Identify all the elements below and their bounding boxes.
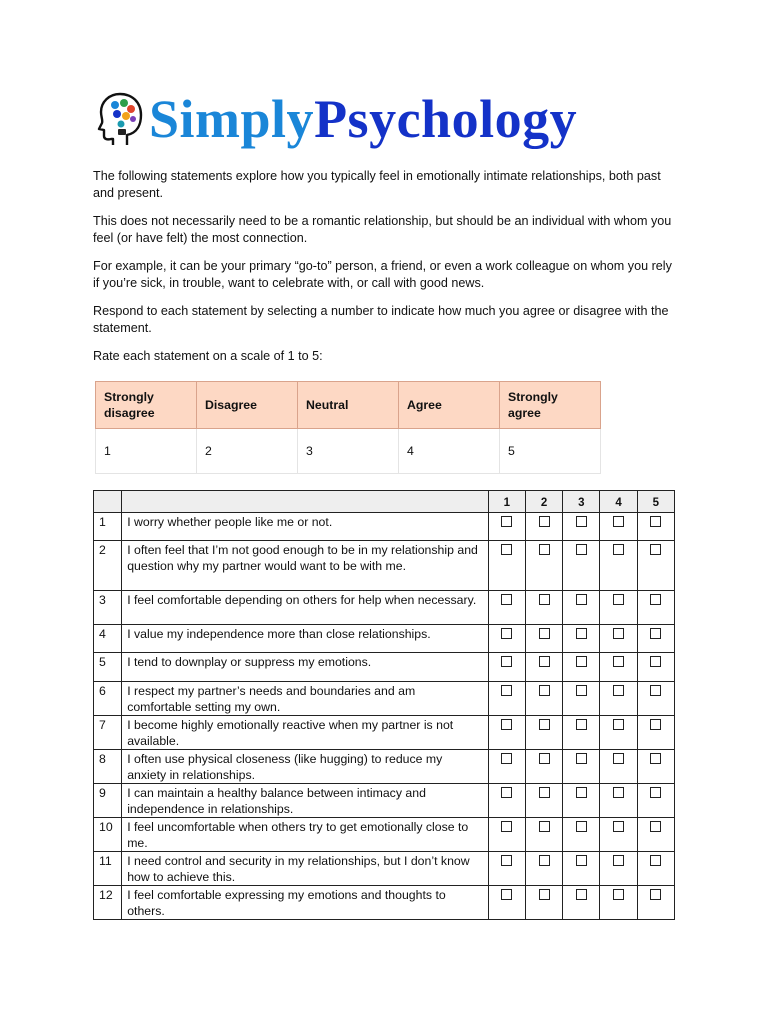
item-number: 3 bbox=[94, 591, 122, 625]
rating-checkbox[interactable] bbox=[539, 544, 550, 555]
rating-cell[interactable] bbox=[563, 716, 600, 750]
rating-checkbox[interactable] bbox=[650, 516, 661, 527]
column-header: 2 bbox=[525, 491, 562, 513]
intro-paragraph: Rate each statement on a scale of 1 to 5: bbox=[93, 349, 323, 363]
rating-cell[interactable] bbox=[600, 886, 637, 920]
rating-cell[interactable] bbox=[600, 852, 637, 886]
rating-cell[interactable] bbox=[488, 591, 525, 625]
rating-cell[interactable] bbox=[525, 886, 562, 920]
table-row bbox=[94, 716, 675, 750]
rating-checkbox[interactable] bbox=[539, 656, 550, 667]
rating-checkbox[interactable] bbox=[576, 719, 587, 730]
rating-checkbox[interactable] bbox=[650, 594, 661, 605]
scale-label: Neutral bbox=[298, 382, 399, 429]
rating-checkbox[interactable] bbox=[501, 821, 512, 832]
item-number: 10 bbox=[94, 818, 122, 852]
rating-cell[interactable] bbox=[637, 784, 674, 818]
rating-cell[interactable] bbox=[525, 716, 562, 750]
table-row bbox=[94, 750, 675, 784]
item-statement: I feel comfortable expressing my emotions and thoughts to others. bbox=[122, 886, 489, 920]
rating-checkbox[interactable] bbox=[539, 719, 550, 730]
rating-cell[interactable] bbox=[600, 818, 637, 852]
item-number: 1 bbox=[94, 513, 122, 541]
item-number: 11 bbox=[94, 852, 122, 886]
table-row bbox=[94, 541, 675, 591]
rating-checkbox[interactable] bbox=[576, 787, 587, 798]
rating-cell[interactable] bbox=[525, 784, 562, 818]
rating-checkbox[interactable] bbox=[576, 821, 587, 832]
rating-checkbox[interactable] bbox=[576, 656, 587, 667]
rating-cell[interactable] bbox=[488, 653, 525, 682]
questionnaire-table bbox=[93, 490, 675, 920]
rating-cell[interactable] bbox=[488, 750, 525, 784]
item-statement: I tend to downplay or suppress my emotions. bbox=[122, 653, 489, 682]
scale-value: 3 bbox=[298, 429, 399, 474]
rating-checkbox[interactable] bbox=[650, 889, 661, 900]
rating-checkbox[interactable] bbox=[501, 753, 512, 764]
scale-value-row bbox=[96, 429, 601, 474]
rating-cell[interactable] bbox=[563, 852, 600, 886]
rating-checkbox[interactable] bbox=[501, 787, 512, 798]
table-row bbox=[94, 784, 675, 818]
brand-psychology: Psychology bbox=[314, 89, 578, 149]
rating-cell[interactable] bbox=[637, 750, 674, 784]
rating-checkbox[interactable] bbox=[613, 787, 624, 798]
rating-checkbox[interactable] bbox=[501, 889, 512, 900]
instructions bbox=[93, 168, 678, 376]
scale-label-row bbox=[96, 382, 601, 429]
rating-checkbox[interactable] bbox=[576, 516, 587, 527]
rating-cell[interactable] bbox=[525, 513, 562, 541]
scale-value: 1 bbox=[96, 429, 197, 474]
rating-checkbox[interactable] bbox=[501, 685, 512, 696]
table-row bbox=[94, 591, 675, 625]
rating-checkbox[interactable] bbox=[539, 594, 550, 605]
item-number: 2 bbox=[94, 541, 122, 591]
rating-checkbox[interactable] bbox=[539, 753, 550, 764]
brand-simply: Simply bbox=[149, 89, 315, 149]
rating-checkbox[interactable] bbox=[501, 516, 512, 527]
item-statement: I often feel that I’m not good enough to be in my relationship and question why my partner would want to be with me. bbox=[122, 541, 489, 591]
rating-cell[interactable] bbox=[525, 818, 562, 852]
rating-cell[interactable] bbox=[525, 625, 562, 653]
rating-checkbox[interactable] bbox=[501, 855, 512, 866]
rating-checkbox[interactable] bbox=[576, 753, 587, 764]
item-number: 4 bbox=[94, 625, 122, 653]
rating-checkbox[interactable] bbox=[576, 594, 587, 605]
rating-checkbox[interactable] bbox=[613, 685, 624, 696]
item-number: 7 bbox=[94, 716, 122, 750]
rating-cell[interactable] bbox=[488, 682, 525, 716]
column-header: 1 bbox=[488, 491, 525, 513]
rating-cell[interactable] bbox=[637, 513, 674, 541]
rating-checkbox[interactable] bbox=[539, 889, 550, 900]
rating-checkbox[interactable] bbox=[613, 544, 624, 555]
rating-checkbox[interactable] bbox=[576, 544, 587, 555]
rating-cell[interactable] bbox=[600, 513, 637, 541]
rating-cell[interactable] bbox=[637, 716, 674, 750]
rating-cell[interactable] bbox=[600, 625, 637, 653]
rating-cell[interactable] bbox=[600, 682, 637, 716]
rating-cell[interactable] bbox=[563, 513, 600, 541]
table-row bbox=[94, 513, 675, 541]
head-with-brain-icon bbox=[97, 91, 145, 147]
brand-wordmark bbox=[149, 89, 578, 149]
rating-checkbox[interactable] bbox=[613, 889, 624, 900]
intro-paragraph: The following statements explore how you typically feel in emotionally intimate relationships, both past and present. bbox=[93, 169, 661, 200]
rating-cell[interactable] bbox=[488, 784, 525, 818]
scale-value: 4 bbox=[399, 429, 500, 474]
header-blank bbox=[94, 491, 122, 513]
rating-cell[interactable] bbox=[488, 625, 525, 653]
column-header: 5 bbox=[637, 491, 674, 513]
rating-checkbox[interactable] bbox=[539, 821, 550, 832]
intro-paragraph: For example, it can be your primary “go-to” person, a friend, or even a work colleague on whom you rely if you’re sick, in trouble, want to celebrate with, or call with good news. bbox=[93, 259, 672, 290]
rating-checkbox[interactable] bbox=[501, 594, 512, 605]
rating-cell[interactable] bbox=[600, 716, 637, 750]
rating-checkbox[interactable] bbox=[539, 628, 550, 639]
rating-cell[interactable] bbox=[600, 784, 637, 818]
rating-checkbox[interactable] bbox=[650, 628, 661, 639]
rating-cell[interactable] bbox=[637, 818, 674, 852]
scale-value: 2 bbox=[197, 429, 298, 474]
rating-cell[interactable] bbox=[563, 541, 600, 591]
rating-checkbox[interactable] bbox=[501, 656, 512, 667]
intro-paragraph: Respond to each statement by selecting a number to indicate how much you agree or disagree with the statement. bbox=[93, 304, 669, 335]
rating-checkbox[interactable] bbox=[613, 656, 624, 667]
rating-cell[interactable] bbox=[488, 886, 525, 920]
rating-cell[interactable] bbox=[637, 541, 674, 591]
rating-cell[interactable] bbox=[637, 591, 674, 625]
rating-cell[interactable] bbox=[563, 625, 600, 653]
rating-cell[interactable] bbox=[525, 682, 562, 716]
column-header: 3 bbox=[563, 491, 600, 513]
rating-checkbox[interactable] bbox=[613, 594, 624, 605]
rating-cell[interactable] bbox=[637, 682, 674, 716]
rating-checkbox[interactable] bbox=[650, 719, 661, 730]
rating-cell[interactable] bbox=[637, 852, 674, 886]
rating-cell[interactable] bbox=[488, 852, 525, 886]
rating-checkbox[interactable] bbox=[650, 787, 661, 798]
header-blank bbox=[122, 491, 489, 513]
item-number: 6 bbox=[94, 682, 122, 716]
table-row bbox=[94, 886, 675, 920]
rating-checkbox[interactable] bbox=[613, 719, 624, 730]
rating-cell[interactable] bbox=[563, 653, 600, 682]
rating-cell[interactable] bbox=[600, 541, 637, 591]
rating-checkbox[interactable] bbox=[539, 787, 550, 798]
rating-cell[interactable] bbox=[600, 653, 637, 682]
logo bbox=[97, 88, 577, 150]
item-statement: I need control and security in my relationships, but I don’t know how to achieve this. bbox=[122, 852, 489, 886]
item-statement: I worry whether people like me or not. bbox=[122, 513, 489, 541]
column-header: 4 bbox=[600, 491, 637, 513]
rating-cell[interactable] bbox=[563, 784, 600, 818]
rating-cell[interactable] bbox=[525, 591, 562, 625]
rating-cell[interactable] bbox=[525, 653, 562, 682]
table-row bbox=[94, 818, 675, 852]
rating-checkbox[interactable] bbox=[539, 855, 550, 866]
rating-cell[interactable] bbox=[637, 653, 674, 682]
questionnaire-header bbox=[94, 491, 675, 513]
rating-checkbox[interactable] bbox=[613, 628, 624, 639]
rating-cell[interactable] bbox=[600, 591, 637, 625]
rating-cell[interactable] bbox=[637, 886, 674, 920]
rating-checkbox[interactable] bbox=[501, 628, 512, 639]
rating-scale-table bbox=[95, 381, 601, 474]
item-number: 9 bbox=[94, 784, 122, 818]
rating-cell[interactable] bbox=[488, 541, 525, 591]
rating-cell[interactable] bbox=[563, 750, 600, 784]
rating-cell[interactable] bbox=[600, 750, 637, 784]
table-row bbox=[94, 852, 675, 886]
item-statement: I feel comfortable depending on others for help when necessary. bbox=[122, 591, 489, 625]
scale-label: Agree bbox=[399, 382, 500, 429]
rating-checkbox[interactable] bbox=[613, 753, 624, 764]
item-statement: I respect my partner’s needs and boundaries and am comfortable setting my own. bbox=[122, 682, 489, 716]
rating-checkbox[interactable] bbox=[650, 753, 661, 764]
rating-checkbox[interactable] bbox=[650, 685, 661, 696]
item-number: 12 bbox=[94, 886, 122, 920]
rating-checkbox[interactable] bbox=[613, 855, 624, 866]
rating-checkbox[interactable] bbox=[576, 628, 587, 639]
table-row bbox=[94, 653, 675, 682]
rating-cell[interactable] bbox=[563, 886, 600, 920]
rating-checkbox[interactable] bbox=[576, 685, 587, 696]
rating-cell[interactable] bbox=[563, 682, 600, 716]
rating-cell[interactable] bbox=[488, 818, 525, 852]
item-statement: I often use physical closeness (like hugging) to reduce my anxiety in relationships. bbox=[122, 750, 489, 784]
table-row bbox=[94, 682, 675, 716]
item-statement: I feel uncomfortable when others try to get emotionally close to me. bbox=[122, 818, 489, 852]
scale-label: Strongly agree bbox=[500, 382, 601, 429]
rating-checkbox[interactable] bbox=[539, 516, 550, 527]
rating-checkbox[interactable] bbox=[501, 719, 512, 730]
rating-checkbox[interactable] bbox=[650, 656, 661, 667]
scale-value: 5 bbox=[500, 429, 601, 474]
rating-cell[interactable] bbox=[488, 716, 525, 750]
intro-paragraph: This does not necessarily need to be a romantic relationship, but should be an individual with whom you feel (or have felt) the most connection. bbox=[93, 214, 672, 245]
rating-checkbox[interactable] bbox=[613, 516, 624, 527]
rating-cell[interactable] bbox=[525, 852, 562, 886]
rating-checkbox[interactable] bbox=[650, 544, 661, 555]
rating-checkbox[interactable] bbox=[650, 855, 661, 866]
rating-checkbox[interactable] bbox=[613, 821, 624, 832]
item-number: 8 bbox=[94, 750, 122, 784]
rating-cell[interactable] bbox=[637, 625, 674, 653]
rating-cell[interactable] bbox=[525, 541, 562, 591]
rating-cell[interactable] bbox=[488, 513, 525, 541]
rating-checkbox[interactable] bbox=[539, 685, 550, 696]
scale-label: Disagree bbox=[197, 382, 298, 429]
rating-cell[interactable] bbox=[563, 591, 600, 625]
rating-cell[interactable] bbox=[525, 750, 562, 784]
rating-checkbox[interactable] bbox=[650, 821, 661, 832]
item-statement: I value my independence more than close relationships. bbox=[122, 625, 489, 653]
item-number: 5 bbox=[94, 653, 122, 682]
rating-checkbox[interactable] bbox=[501, 544, 512, 555]
rating-checkbox[interactable] bbox=[576, 855, 587, 866]
scale-label: Strongly disagree bbox=[96, 382, 197, 429]
item-statement: I can maintain a healthy balance between intimacy and independence in relationships. bbox=[122, 784, 489, 818]
item-statement: I become highly emotionally reactive when my partner is not available. bbox=[122, 716, 489, 750]
rating-cell[interactable] bbox=[563, 818, 600, 852]
rating-checkbox[interactable] bbox=[576, 889, 587, 900]
table-row bbox=[94, 625, 675, 653]
